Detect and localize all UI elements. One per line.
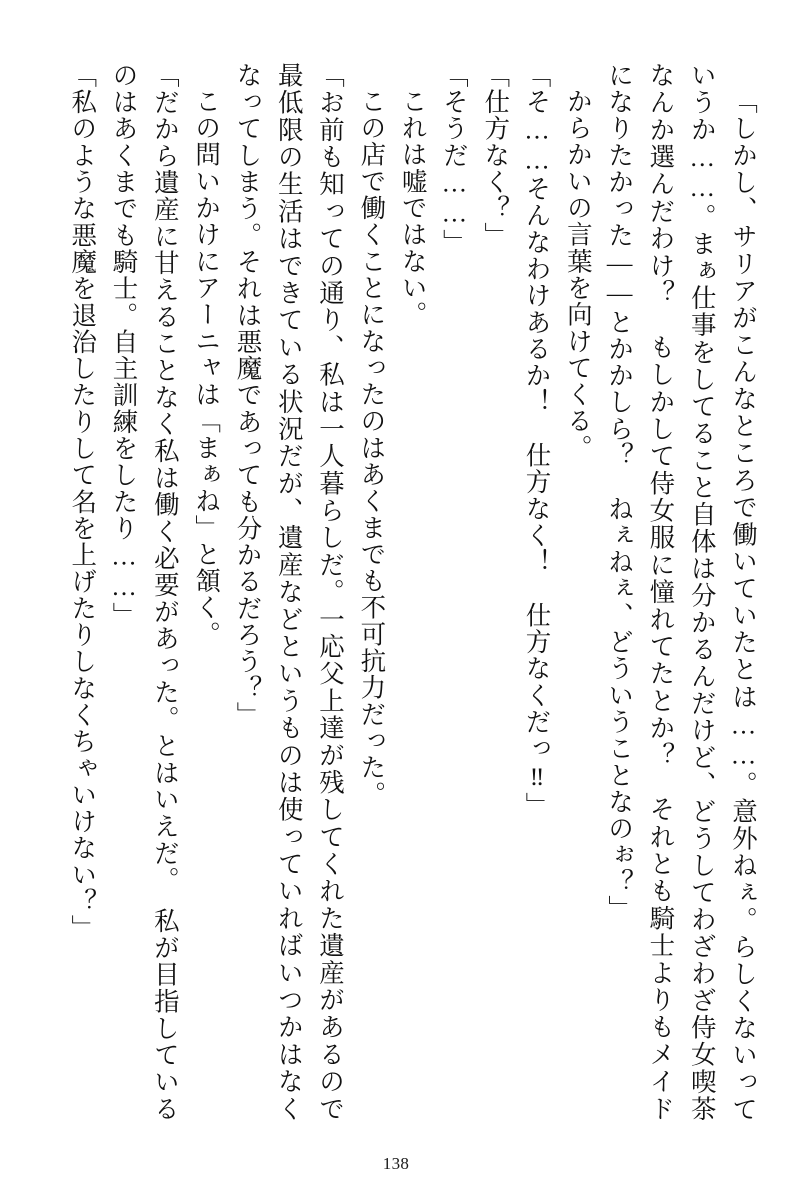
paragraph: 「だから遺産に甘えることなく私は働く必要があった。とはいえだ。 私が目指しているのはあくまでも騎士。自主訓練をしたり……」 xyxy=(109,62,180,1122)
paragraph: この店で働くことになったのはあくまでも不可抗力だった。 xyxy=(357,87,387,807)
paragraph: この問いかけにアーニャは「まぁね」と頷く。 xyxy=(192,87,222,648)
paragraph: 「そうだ……」 xyxy=(439,62,469,256)
paragraph: 「そ……そんなわけあるか！ 仕方なく！ 仕方なくだっ‼」 xyxy=(522,62,552,819)
paragraph: 「仕方なく？」 xyxy=(481,62,511,249)
paragraph: からかいの言葉を向けてくる。 xyxy=(563,87,593,461)
paragraph: 「しかし、サリアがこんなところで働いていたとは……。意外ねぇ。らしくないっていうか……。まぁ仕事をしてること自体は分かるんだけど、どうしてわざわざ侍女喫茶なんか選んだわけ？ もしかして侍女服に憧れてたとか？ それとも騎士よりもメイドになりたかった――とかかしら？ ねぇねぇ、どういうことなのぉ？」 xyxy=(605,62,758,1122)
page-number: 138 xyxy=(382,1154,410,1173)
paragraph: 「お前も知っての通り、私は一人暮らしだ。一応父上達が残してくれた遺産があるので最低限の生活はできている状況だが、遺産などというものは使っていればいつかはなくなってしまう。それは悪魔であっても分かるだろう？」 xyxy=(233,62,346,1122)
vertical-text-body xyxy=(28,62,764,1122)
paragraph: これは嘘ではない。 xyxy=(398,87,428,328)
paragraph: 「私のような悪魔を退治したりして名を上げたりしなくちゃいけない？」 xyxy=(68,62,98,942)
